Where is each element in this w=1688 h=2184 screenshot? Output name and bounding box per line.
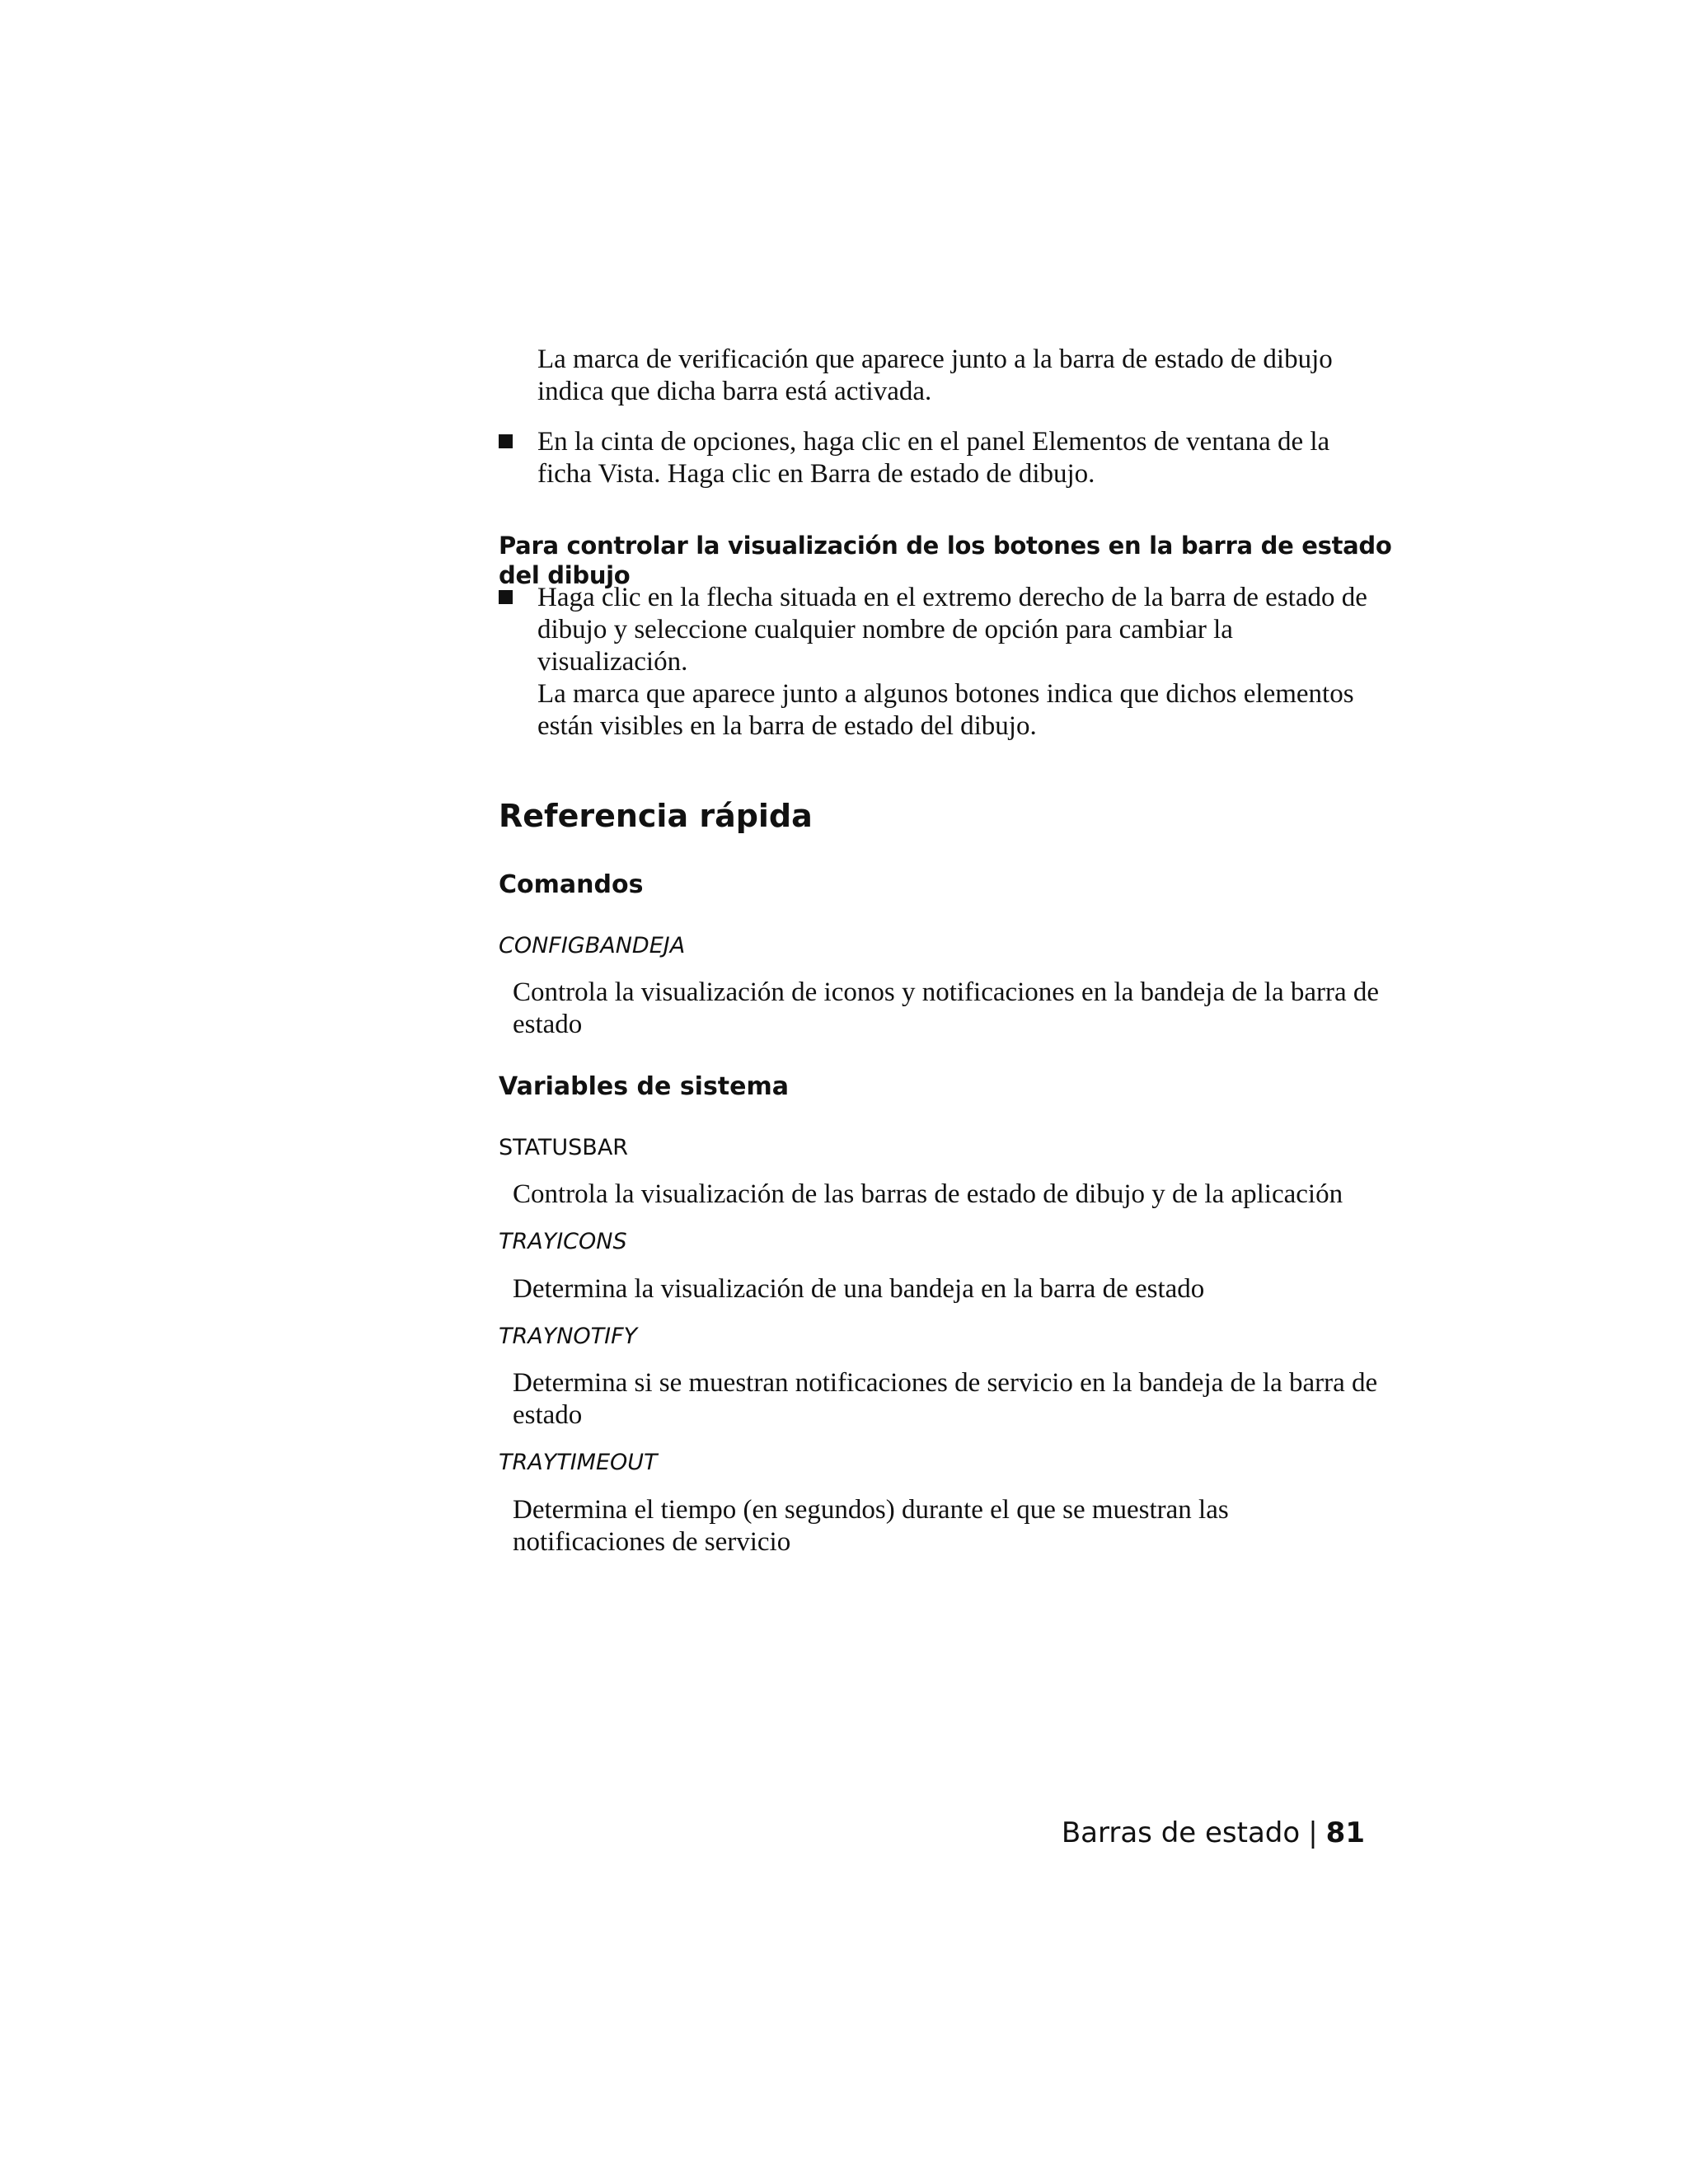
quick-reference-title: Referencia rápida: [499, 798, 813, 834]
footer-separator: |: [1308, 1816, 1318, 1849]
sysvar-description: Controla la visualización de las barras de estado de dibujo y de la aplicación: [513, 1179, 1343, 1209]
footer-section-title: Barras de estado: [1061, 1816, 1301, 1849]
square-bullet-icon: [499, 434, 513, 448]
page-number: 81: [1325, 1816, 1365, 1849]
square-bullet-icon: [499, 590, 513, 604]
procedure-note: La marca que aparece junto a algunos botones indica que dichos elementos están visibles en la barra de estado del dibujo.: [537, 679, 1354, 741]
page-footer: [1062, 1816, 1365, 1850]
command-description: Controla la visualización de iconos y notificaciones en la bandeja de la barra de estado: [513, 977, 1380, 1039]
list-item-text: En la cinta de opciones, haga clic en el panel Elementos de ventana de la ficha Vista. Haga clic en Barra de estado de dibujo.: [537, 427, 1330, 489]
sysvar-description: Determina si se muestran notificaciones de servicio en la bandeja de la barra de estado: [513, 1368, 1378, 1430]
command-name: CONFIGBANDEJA: [499, 933, 686, 958]
sysvar-name: TRAYTIMEOUT: [499, 1450, 658, 1475]
sysvar-description: Determina el tiempo (en segundos) durante el que se muestran las notificaciones de servicio: [513, 1495, 1229, 1557]
procedure-step-text: [537, 582, 1378, 743]
procedure-heading: Para controlar la visualización de los botones en la barra de estado del dibujo: [499, 532, 1392, 589]
sysvar-name: STATUSBAR: [499, 1135, 629, 1160]
sysvar-description: Determina la visualización de una bandeja en la barra de estado: [513, 1274, 1205, 1304]
checkmark-note: La marca de verificación que aparece junto a la barra de estado de dibujo indica que dicha barra está activada.: [537, 344, 1333, 406]
sysvar-name: TRAYICONS: [499, 1229, 627, 1254]
sysvars-heading: Variables de sistema: [499, 1072, 790, 1101]
sysvar-name: TRAYNOTIFY: [499, 1324, 638, 1349]
commands-heading: Comandos: [499, 870, 644, 899]
procedure-step: Haga clic en la flecha situada en el extremo derecho de la barra de estado de dibujo y seleccione cualquier nombre de opción para cambiar la visualización.: [537, 583, 1367, 677]
